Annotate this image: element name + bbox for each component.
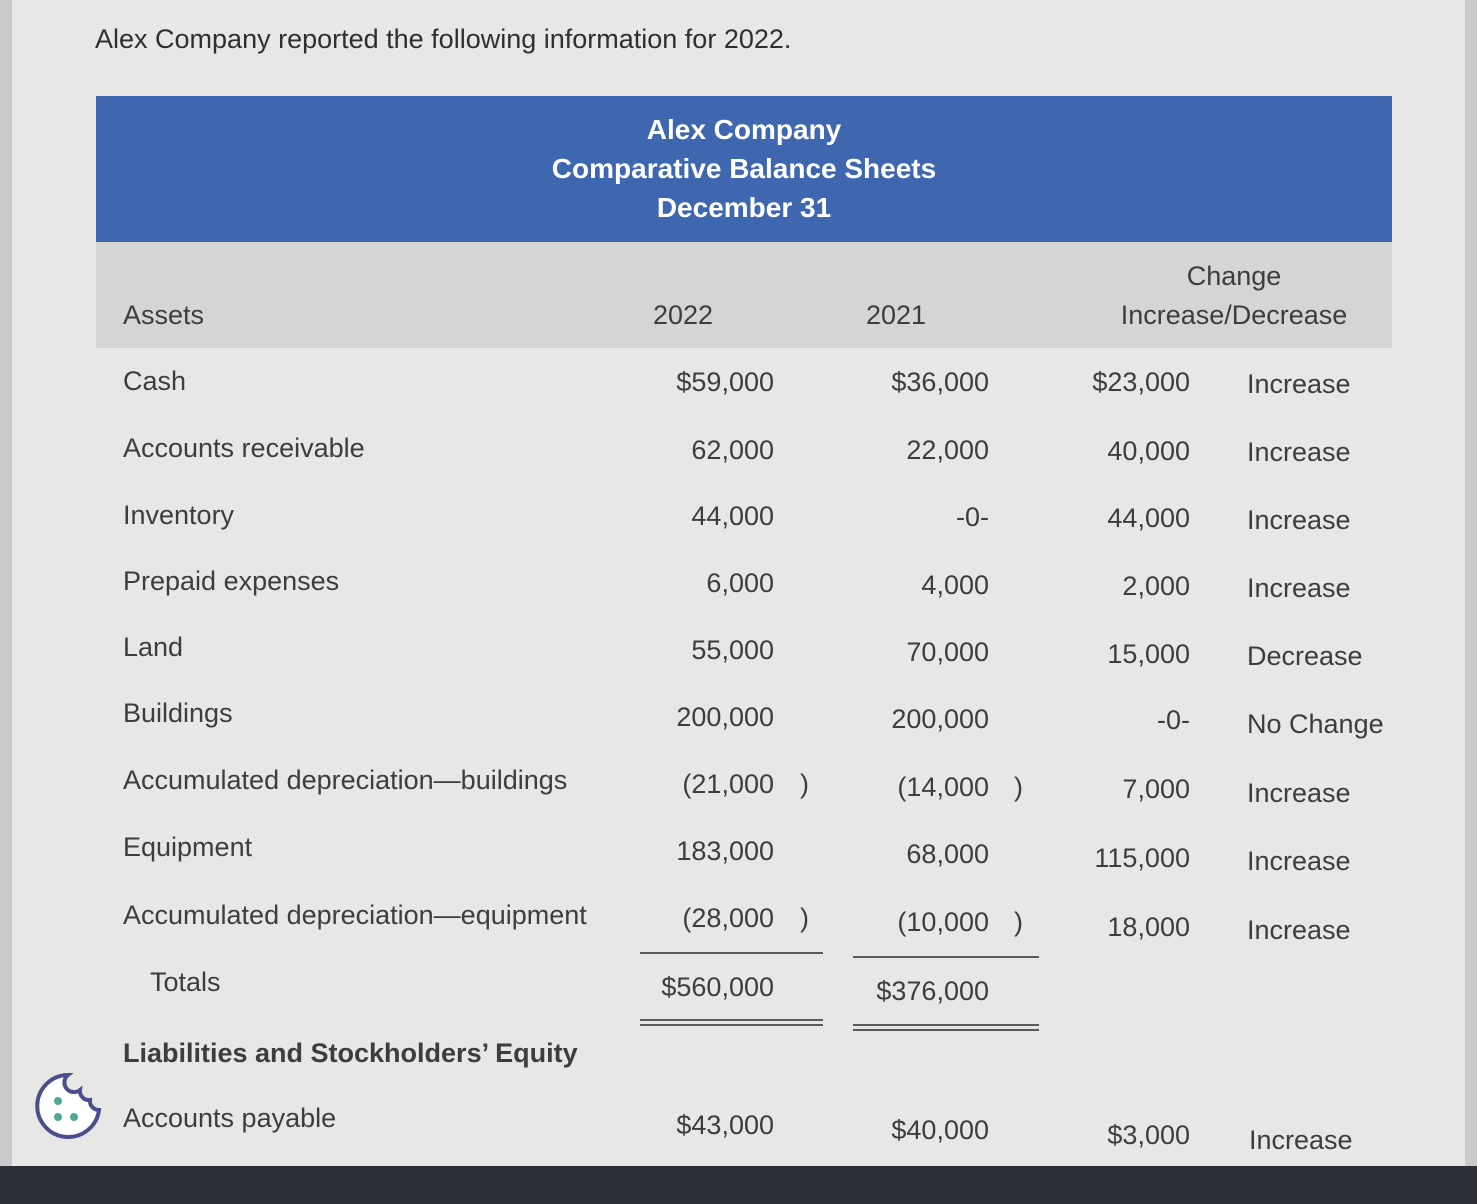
- row-label: Inventory: [123, 500, 235, 530]
- close-paren: ): [800, 903, 809, 933]
- row-change-direction: Increase: [1249, 1125, 1353, 1155]
- col-2021: 2021: [866, 300, 927, 330]
- row-change-amount: $23,000: [1092, 367, 1190, 397]
- row-label: Buildings: [123, 698, 233, 728]
- close-paren: ): [1014, 772, 1023, 802]
- col-change-line1: Change: [1186, 261, 1282, 291]
- row-label: Land: [123, 632, 184, 662]
- col-2022: 2022: [653, 300, 714, 330]
- row-value-2021: -0-: [956, 502, 989, 532]
- row-change-amount: 15,000: [1107, 639, 1190, 669]
- row-change-amount: -0-: [1157, 705, 1190, 735]
- company-name: Alex Company: [646, 114, 842, 145]
- row-change-amount: 7,000: [1122, 774, 1190, 804]
- row-value-2022: (21,000: [682, 769, 774, 799]
- row-change-amount: 40,000: [1107, 436, 1190, 466]
- row-value-2021: 22,000: [906, 435, 989, 465]
- row-value-2022: $59,000: [676, 367, 774, 397]
- row-value-2021: (10,000: [897, 907, 989, 937]
- cookie-icon[interactable]: [34, 1072, 102, 1140]
- row-value-2022: 62,000: [691, 435, 774, 465]
- row-change-direction: Increase: [1247, 778, 1351, 808]
- row-value-2021: $36,000: [891, 367, 989, 397]
- row-change-direction: Increase: [1247, 369, 1351, 399]
- totals-2021: $376,000: [876, 976, 989, 1006]
- subtotal-rule-2021: [853, 956, 1039, 958]
- row-value-2022: $43,000: [676, 1110, 774, 1140]
- row-value-2021: 4,000: [921, 570, 989, 600]
- col-change-line2: Increase/Decrease: [1120, 300, 1348, 330]
- row-change-amount: 44,000: [1107, 503, 1190, 533]
- row-change-amount: $3,000: [1107, 1120, 1190, 1150]
- row-value-2022: 55,000: [691, 635, 774, 665]
- close-paren: ): [1014, 907, 1023, 937]
- row-change-direction: Increase: [1247, 437, 1351, 467]
- screen-bezel: [0, 1166, 1477, 1204]
- row-change-amount: 2,000: [1122, 571, 1190, 601]
- totals-2022: $560,000: [661, 972, 774, 1002]
- row-value-2021: $40,000: [891, 1115, 989, 1145]
- row-value-2022: (28,000: [682, 903, 774, 933]
- row-label: Cash: [123, 366, 187, 396]
- row-value-2022: 6,000: [706, 568, 774, 598]
- row-change-direction: Increase: [1247, 846, 1351, 876]
- subtotal-rule-2022: [640, 952, 823, 954]
- row-change-amount: 115,000: [1094, 843, 1190, 873]
- row-change-direction: Increase: [1247, 915, 1351, 945]
- row-value-2021: 200,000: [891, 704, 989, 734]
- liabilities-heading: Liabilities and Stockholders’ Equity: [123, 1038, 578, 1068]
- totals-label: Totals: [150, 967, 221, 997]
- row-label: Accumulated depreciation—buildings: [123, 765, 568, 795]
- row-change-direction: Increase: [1247, 573, 1351, 603]
- row-value-2022: 44,000: [691, 501, 774, 531]
- row-label: Accounts payable: [123, 1103, 337, 1133]
- row-value-2021: (14,000: [897, 772, 989, 802]
- total-double-rule-2021: [853, 1024, 1039, 1026]
- row-change-amount: 18,000: [1107, 912, 1190, 942]
- row-change-direction: Decrease: [1247, 641, 1363, 671]
- row-label: Accumulated depreciation—equipment: [123, 900, 587, 930]
- column-header-band: [96, 242, 1392, 348]
- row-change-direction: No Change: [1247, 709, 1384, 739]
- total-double-rule-2022: [640, 1019, 823, 1021]
- row-value-2021: 70,000: [906, 637, 989, 667]
- col-assets: Assets: [123, 300, 205, 330]
- row-value-2021: 68,000: [906, 839, 989, 869]
- statement-header: [96, 96, 1392, 242]
- intro-text: Alex Company reported the following information for 2022.: [95, 24, 792, 54]
- row-label: Equipment: [123, 832, 253, 862]
- row-value-2022: 200,000: [676, 702, 774, 732]
- row-change-direction: Increase: [1247, 505, 1351, 535]
- row-label: Accounts receivable: [123, 433, 365, 463]
- close-paren: ): [800, 769, 809, 799]
- statement-title: Comparative Balance Sheets: [551, 153, 937, 184]
- row-label: Prepaid expenses: [123, 566, 340, 596]
- statement-date: December 31: [656, 192, 832, 223]
- row-value-2022: 183,000: [676, 836, 774, 866]
